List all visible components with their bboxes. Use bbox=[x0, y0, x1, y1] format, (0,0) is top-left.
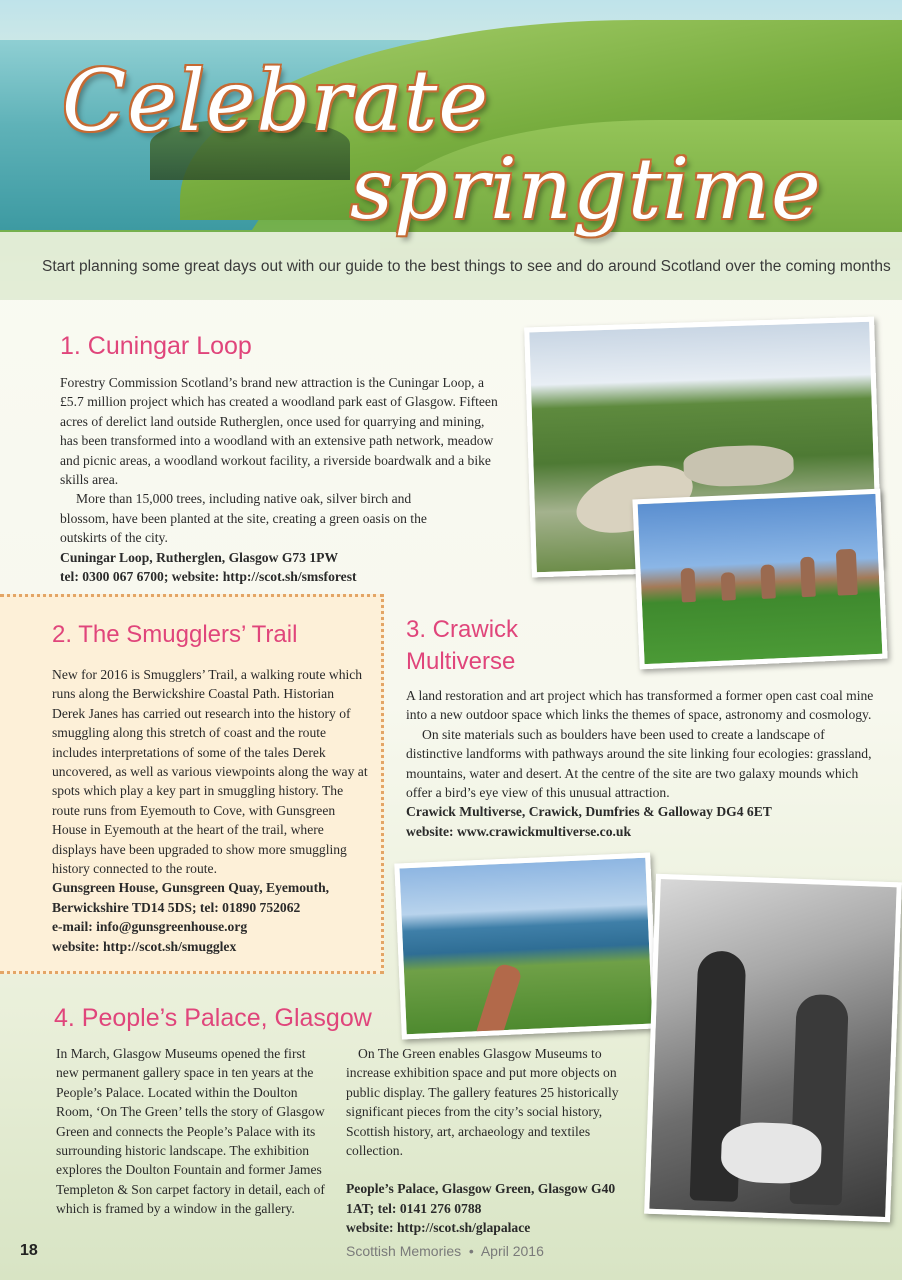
section-address: Crawick Multiverse, Crawick, Dumfries & Galloway DG4 6ET bbox=[406, 804, 772, 820]
section-heading: 2. The Smugglers’ Trail bbox=[52, 621, 298, 648]
photo-detail bbox=[683, 444, 794, 487]
section-website: website: www.crawickmultiverse.co.uk bbox=[406, 823, 632, 839]
spacer bbox=[346, 1160, 626, 1179]
section-cuningar-loop bbox=[60, 332, 500, 586]
section-heading: 4. People’s Palace, Glasgow bbox=[54, 1004, 372, 1032]
section-paragraph: On The Green enables Glasgow Museums to increase exhibition space and put more objects on public display. The gallery features 25 historically significant pieces from the city’s social history, Scottish history, art, archaeology and textiles collection. bbox=[346, 1046, 619, 1159]
page-number: 18 bbox=[20, 1242, 38, 1259]
section-column-right bbox=[346, 1044, 626, 1238]
section-paragraph: On site materials such as boulders have been used to create a landscape of distinctive landforms with pathways around the site linking four ecologies: grassland, mountains, water and desert. At the centre of the site are two galaxy mounds which offer a bird’s eye view of this unusual attraction. bbox=[406, 726, 872, 801]
photo-detail bbox=[474, 962, 523, 1039]
page-title-line2: springtime bbox=[350, 140, 822, 238]
section-smugglers-trail bbox=[0, 594, 384, 974]
section-paragraph: New for 2016 is Smugglers’ Trail, a walking route which runs along the Berwickshire Coastal Path. Historian Derek Janes has carried out research into the history of smuggling along this stretch of coast and the route includes interpretations of some of the tales Derek uncovered, as well as various viewpoints along the way at spots which play a key part in smuggling history. The route runs from Eyemouth to Cove, with Gunsgreen House in Eyemouth at the heart of the trail, where displays have been upgraded to show more smuggling history connected to the route. bbox=[52, 667, 368, 877]
section-paragraph: More than 15,000 trees, including native oak, silver birch and blossom, have been planted at the site, creating a green oasis on the outskirts of the city. bbox=[60, 491, 427, 546]
section-website: website: http://scot.sh/smugglex bbox=[52, 938, 237, 954]
section-paragraph: A land restoration and art project which has transformed a former open cast coal mine into a new outdoor space which links the themes of space, astronomy and cosmology. bbox=[406, 688, 874, 723]
smugglers-trail-photo bbox=[394, 853, 657, 1040]
photo-detail bbox=[721, 572, 736, 601]
photo-detail bbox=[680, 568, 695, 603]
section-contact: tel: 0300 067 6700; website: http://scot.sh/smsforest bbox=[60, 569, 357, 585]
photo-detail bbox=[800, 557, 816, 598]
photo-detail bbox=[836, 549, 858, 596]
photo-detail bbox=[720, 1121, 822, 1184]
section-peoples-palace bbox=[54, 1004, 372, 1033]
section-website: website: http://scot.sh/glapalace bbox=[346, 1220, 531, 1236]
section-paragraph: Forestry Commission Scotland’s brand new attraction is the Cuningar Loop, a £5.7 million project which has created a woodland park east of Glasgow. Fifteen acres of derelict land outside Rutherglen, once used for quarrying and mining, has been transformed into a woodland with an extensive path network, meadow and picnic areas, a woodland workout facility, a riverside boardwalk and a bike skills area. bbox=[60, 375, 498, 488]
section-paragraph: In March, Glasgow Museums opened the first new permanent gallery space in ten years at the People’s Palace. Located within the Doulton Room, ‘On The Green’ tells the story of Glasgow Green and connects the People’s Palace with its surrounding historic landscape. The exhibition explores the Doulton Fountain and former James Templeton & Son carpet factory in detail, each of which is framed by a window in the gallery. bbox=[56, 1046, 325, 1217]
section-address: People’s Palace, Glasgow Green, Glasgow G40 1AT; tel: 0141 276 0788 bbox=[346, 1181, 616, 1216]
section-heading: 1. Cuningar Loop bbox=[60, 332, 252, 360]
peoples-palace-archive-photo bbox=[644, 874, 902, 1222]
section-heading: 3. Crawick Multiverse bbox=[406, 616, 519, 675]
page-title-line1: Celebrate bbox=[62, 52, 490, 150]
section-address: Gunsgreen House, Gunsgreen Quay, Eyemouth, Berwickshire TD14 5DS; tel: 01890 752062 bbox=[52, 880, 330, 915]
photo-detail bbox=[760, 564, 775, 599]
section-column-left bbox=[56, 1044, 326, 1219]
section-email: e-mail: info@gunsgreenhouse.org bbox=[52, 919, 248, 935]
magazine-footer: Scottish Memories • April 2016 bbox=[346, 1243, 544, 1259]
section-address: Cuningar Loop, Rutherglen, Glasgow G73 1PW bbox=[60, 549, 339, 565]
section-crawick-multiverse bbox=[406, 614, 876, 841]
page-subtitle: Start planning some great days out with our guide to the best things to see and do around Scotland over the coming months bbox=[42, 258, 891, 275]
